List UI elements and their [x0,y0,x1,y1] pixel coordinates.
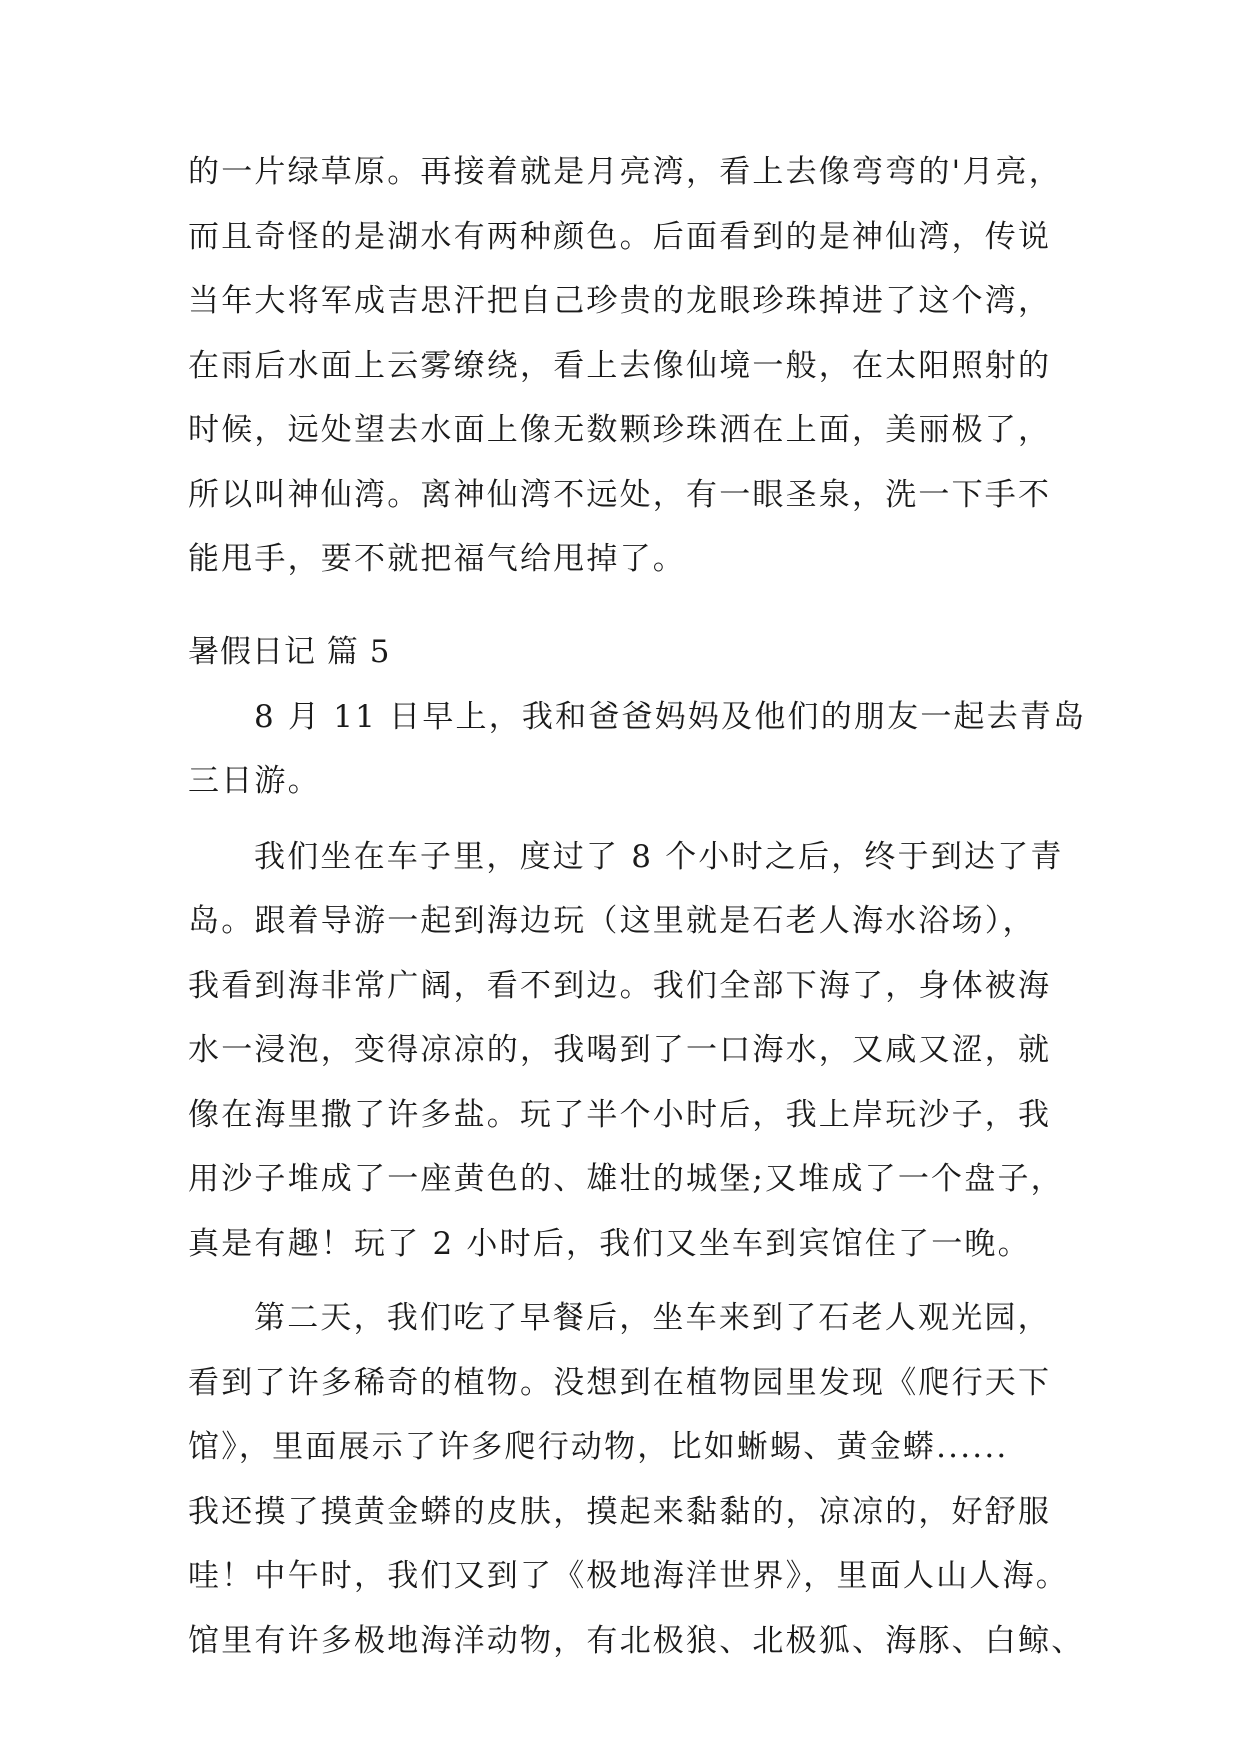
text-line: 真是有趣！玩了 2 小时后，我们又坐车到宾馆住了一晚。 [188,1226,1031,1262]
text-line: 第二天，我们吃了早餐后，坐车来到了石老人观光园， [254,1300,1051,1336]
text-line: 水一浸泡，变得凉凉的，我喝到了一口海水，又咸又涩，就 [188,1032,1052,1068]
text-line: 我看到海非常广阔，看不到边。我们全部下海了，身体被海 [188,968,1052,1004]
text-line: 我们坐在车子里，度过了 8 个小时之后，终于到达了青 [254,839,1064,875]
text-line: 用沙子堆成了一座黄色的、雄壮的城堡;又堆成了一个盘子， [188,1161,1064,1197]
text-line: 哇！中午时，我们又到了《极地海洋世界》，里面人山人海。 [188,1558,1069,1594]
text-line: 8 月 11 日早上，我和爸爸妈妈及他们的朋友一起去青岛 [254,699,1087,735]
text-line: 时候，远处望去水面上像无数颗珍珠洒在上面，美丽极了， [188,412,1052,448]
text-line: 像在海里撒了许多盐。玩了半个小时后，我上岸玩沙子，我 [188,1097,1052,1133]
text-line: 馆里有许多极地海洋动物，有北极狼、北极狐、海豚、白鲸、 [188,1623,1085,1659]
text-line: 我还摸了摸黄金蟒的皮肤，摸起来黏黏的，凉凉的，好舒服 [188,1494,1052,1530]
text-line: 岛。跟着导游一起到海边玩（这里就是石老人海水浴场）， [188,903,1036,939]
text-line: 馆》，里面展示了许多爬行动物，比如蜥蜴、黄金蟒...... [188,1429,1009,1465]
text-line: 所以叫神仙湾。离神仙湾不远处，有一眼圣泉，洗一下手不 [188,477,1052,513]
text-line: 的一片绿草原。再接着就是月亮湾，看上去像弯弯的'月亮， [188,154,1062,190]
section-title: 暑假日记 篇 5 [188,634,391,670]
text-line: 而且奇怪的是湖水有两种颜色。后面看到的是神仙湾，传说 [188,219,1052,255]
text-line: 能甩手，要不就把福气给甩掉了。 [188,541,686,577]
text-line: 三日游。 [188,763,321,799]
text-line: 在雨后水面上云雾缭绕，看上去像仙境一般，在太阳照射的 [188,348,1052,384]
text-line: 当年大将军成吉思汗把自己珍贵的龙眼珍珠掉进了这个湾， [188,283,1052,319]
text-line: 看到了许多稀奇的植物。没想到在植物园里发现《爬行天下 [188,1365,1052,1401]
